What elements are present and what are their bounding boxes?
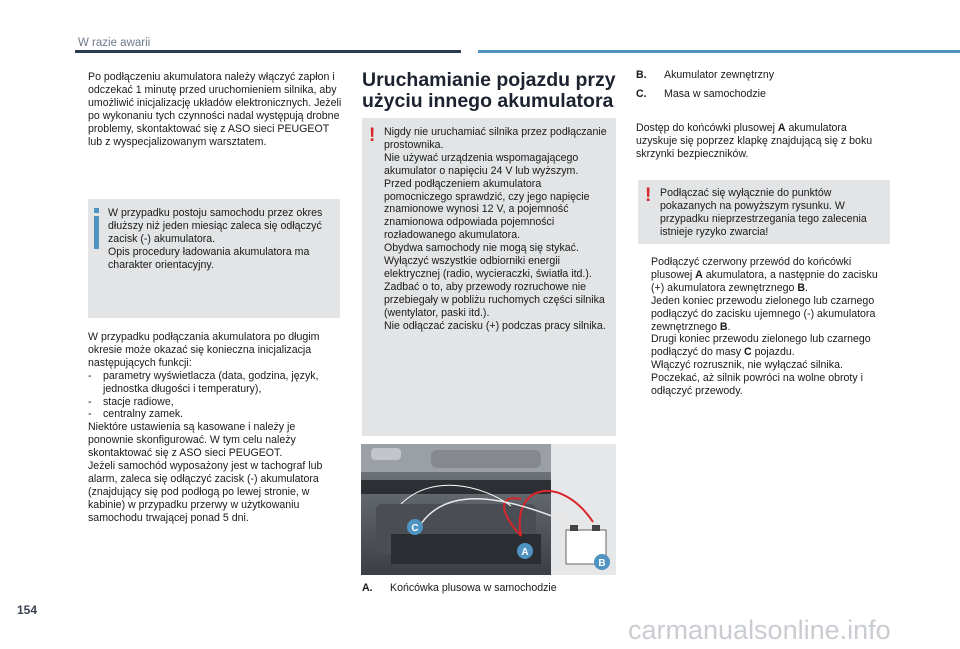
info-line-1: W przypadku postoju samochodu przez okres dłuższy niż jeden miesiąc zaleca się odłączyć zacisk (-) akumulatora.	[108, 207, 323, 245]
list-item: - parametry wyświetlacza (data, godzina, język, jednostka długości i temperatury),	[88, 369, 319, 395]
photo-label-c: C	[411, 523, 419, 534]
step-item: Drugi koniec przewodu zielonego lub czarnego podłączyć do masy C pojazdu.	[651, 333, 871, 359]
section-title: W razie awarii	[78, 37, 151, 49]
header-bar-left	[75, 50, 461, 53]
legend-c: C. Masa w samochodzie	[636, 87, 766, 100]
info-box	[88, 199, 340, 318]
info-icon	[94, 216, 99, 249]
left-para-4: Jeżeli samochód wyposażony jest w tachograf lub alarm, zaleca się odłączyć zacisk (-) akumulatora (znajdujący się pod podłogą po lewej stronie, w kabinie) w przypadku przerwy w użytkowaniu samochodu trwającej ponad 5 dni.	[88, 460, 323, 524]
header-bar-right	[478, 50, 960, 53]
warning-line: Nie odłączać zacisku (+) podczas pracy silnika.	[384, 319, 606, 332]
left-column	[88, 71, 342, 148]
list-item: - stacje radiowe,	[88, 395, 174, 408]
warning-line: Przed podłączeniem akumulatora pomocniczego sprawdzić, czy jego napięcie znamionowe wynosi 12 V, a pojemność znamionowa odpowiada pojemności rozładowanego akumulatora.	[384, 177, 590, 242]
warning-line: Nigdy nie uruchamiać silnika przez podłączanie prostownika.	[384, 126, 607, 151]
warning-text: Podłączać się wyłącznie do punktów pokazanych na powyższym rysunku. W przypadku nieprzestrzegania tego zalecenia istnieje ryzyko zwarcia!	[660, 187, 867, 238]
warning-icon: !	[645, 185, 652, 206]
warning-line: Nie używać urządzenia wspomagającego akumulator o napięciu 24 V lub wyższym.	[384, 151, 579, 177]
left-para-1: Po podłączeniu akumulatora należy włączyć zapłon i odczekać 1 minutę przed uruchomieniem silnika, aby umożliwić inicjalizację układów elektronicznych. Jeżeli po wykonaniu tych czynności nadal występują drobne problemy, skontaktować się z ASO sieci PEUGEOT lub z wyspecjalizowanym warsztatem.	[88, 71, 342, 148]
photo-label-b: B	[598, 558, 606, 569]
warning-icon: !	[369, 125, 376, 146]
legend-a: A. Końcówka plusowa w samochodzie	[362, 582, 557, 594]
left-para-3: Niektóre ustawienia są kasowane i należy je ponownie skonfigurować. W tym celu należy skontaktować się z ASO sieci PEUGEOT.	[88, 421, 296, 460]
step-item: Podłączyć czerwony przewód do końcówki plusowej A akumulatora, a następnie do zacisku (+) akumulatora zewnętrznego B.	[651, 256, 878, 294]
left-para-2: W przypadku podłączania akumulatora po długim okresie może okazać się konieczna inicjalizacja następujących funkcji:	[88, 331, 320, 369]
warning-box-right	[638, 180, 890, 244]
step-item: Włączyć rozrusznik, nie wyłączać silnika.	[651, 359, 843, 372]
info-line-2: Opis procedury ładowania akumulatora ma charakter orientacyjny.	[108, 245, 310, 271]
step-item: Jeden koniec przewodu zielonego lub czarnego podłączyć do zacisku ujemnego (-) akumulatora zewnętrznego B.	[651, 294, 876, 333]
steps-list	[636, 256, 890, 398]
right-para-1: Dostęp do końcówki plusowej A akumulatora uzyskuje się poprzez klapkę znajdującą się z boku skrzynki bezpieczników.	[636, 122, 873, 160]
step-item: Poczekać, aż silnik powróci na wolne obroty i odłączyć przewody.	[651, 372, 863, 398]
warning-line: Zadbać o to, aby przewody rozruchowe nie przebiegały w pobliżu ruchomych części silnika (wentylator, paski itd.).	[384, 280, 605, 319]
warning-line: Wyłączyć wszystkie odbiorniki energii elektrycznej (radio, wycieraczki, światła itd.).	[384, 255, 592, 280]
left-column-lower	[88, 331, 342, 525]
page-heading: Uruchamianie pojazdu przy użyciu innego akumulatora	[362, 69, 616, 112]
warning-line: Obydwa samochody nie mogą się stykać.	[384, 242, 579, 255]
right-column-legends	[636, 69, 886, 101]
list-item: - centralny zamek.	[88, 408, 184, 421]
watermark: carmanualsonline.info	[628, 615, 891, 645]
legend-b: B. Akumulator zewnętrzny	[636, 69, 775, 81]
page-number: 154	[17, 603, 38, 617]
engine-bay-photo	[361, 444, 616, 575]
engine-bay-illustration	[361, 444, 616, 575]
warning-box-main	[362, 118, 616, 436]
photo-label-a: A	[521, 547, 529, 558]
